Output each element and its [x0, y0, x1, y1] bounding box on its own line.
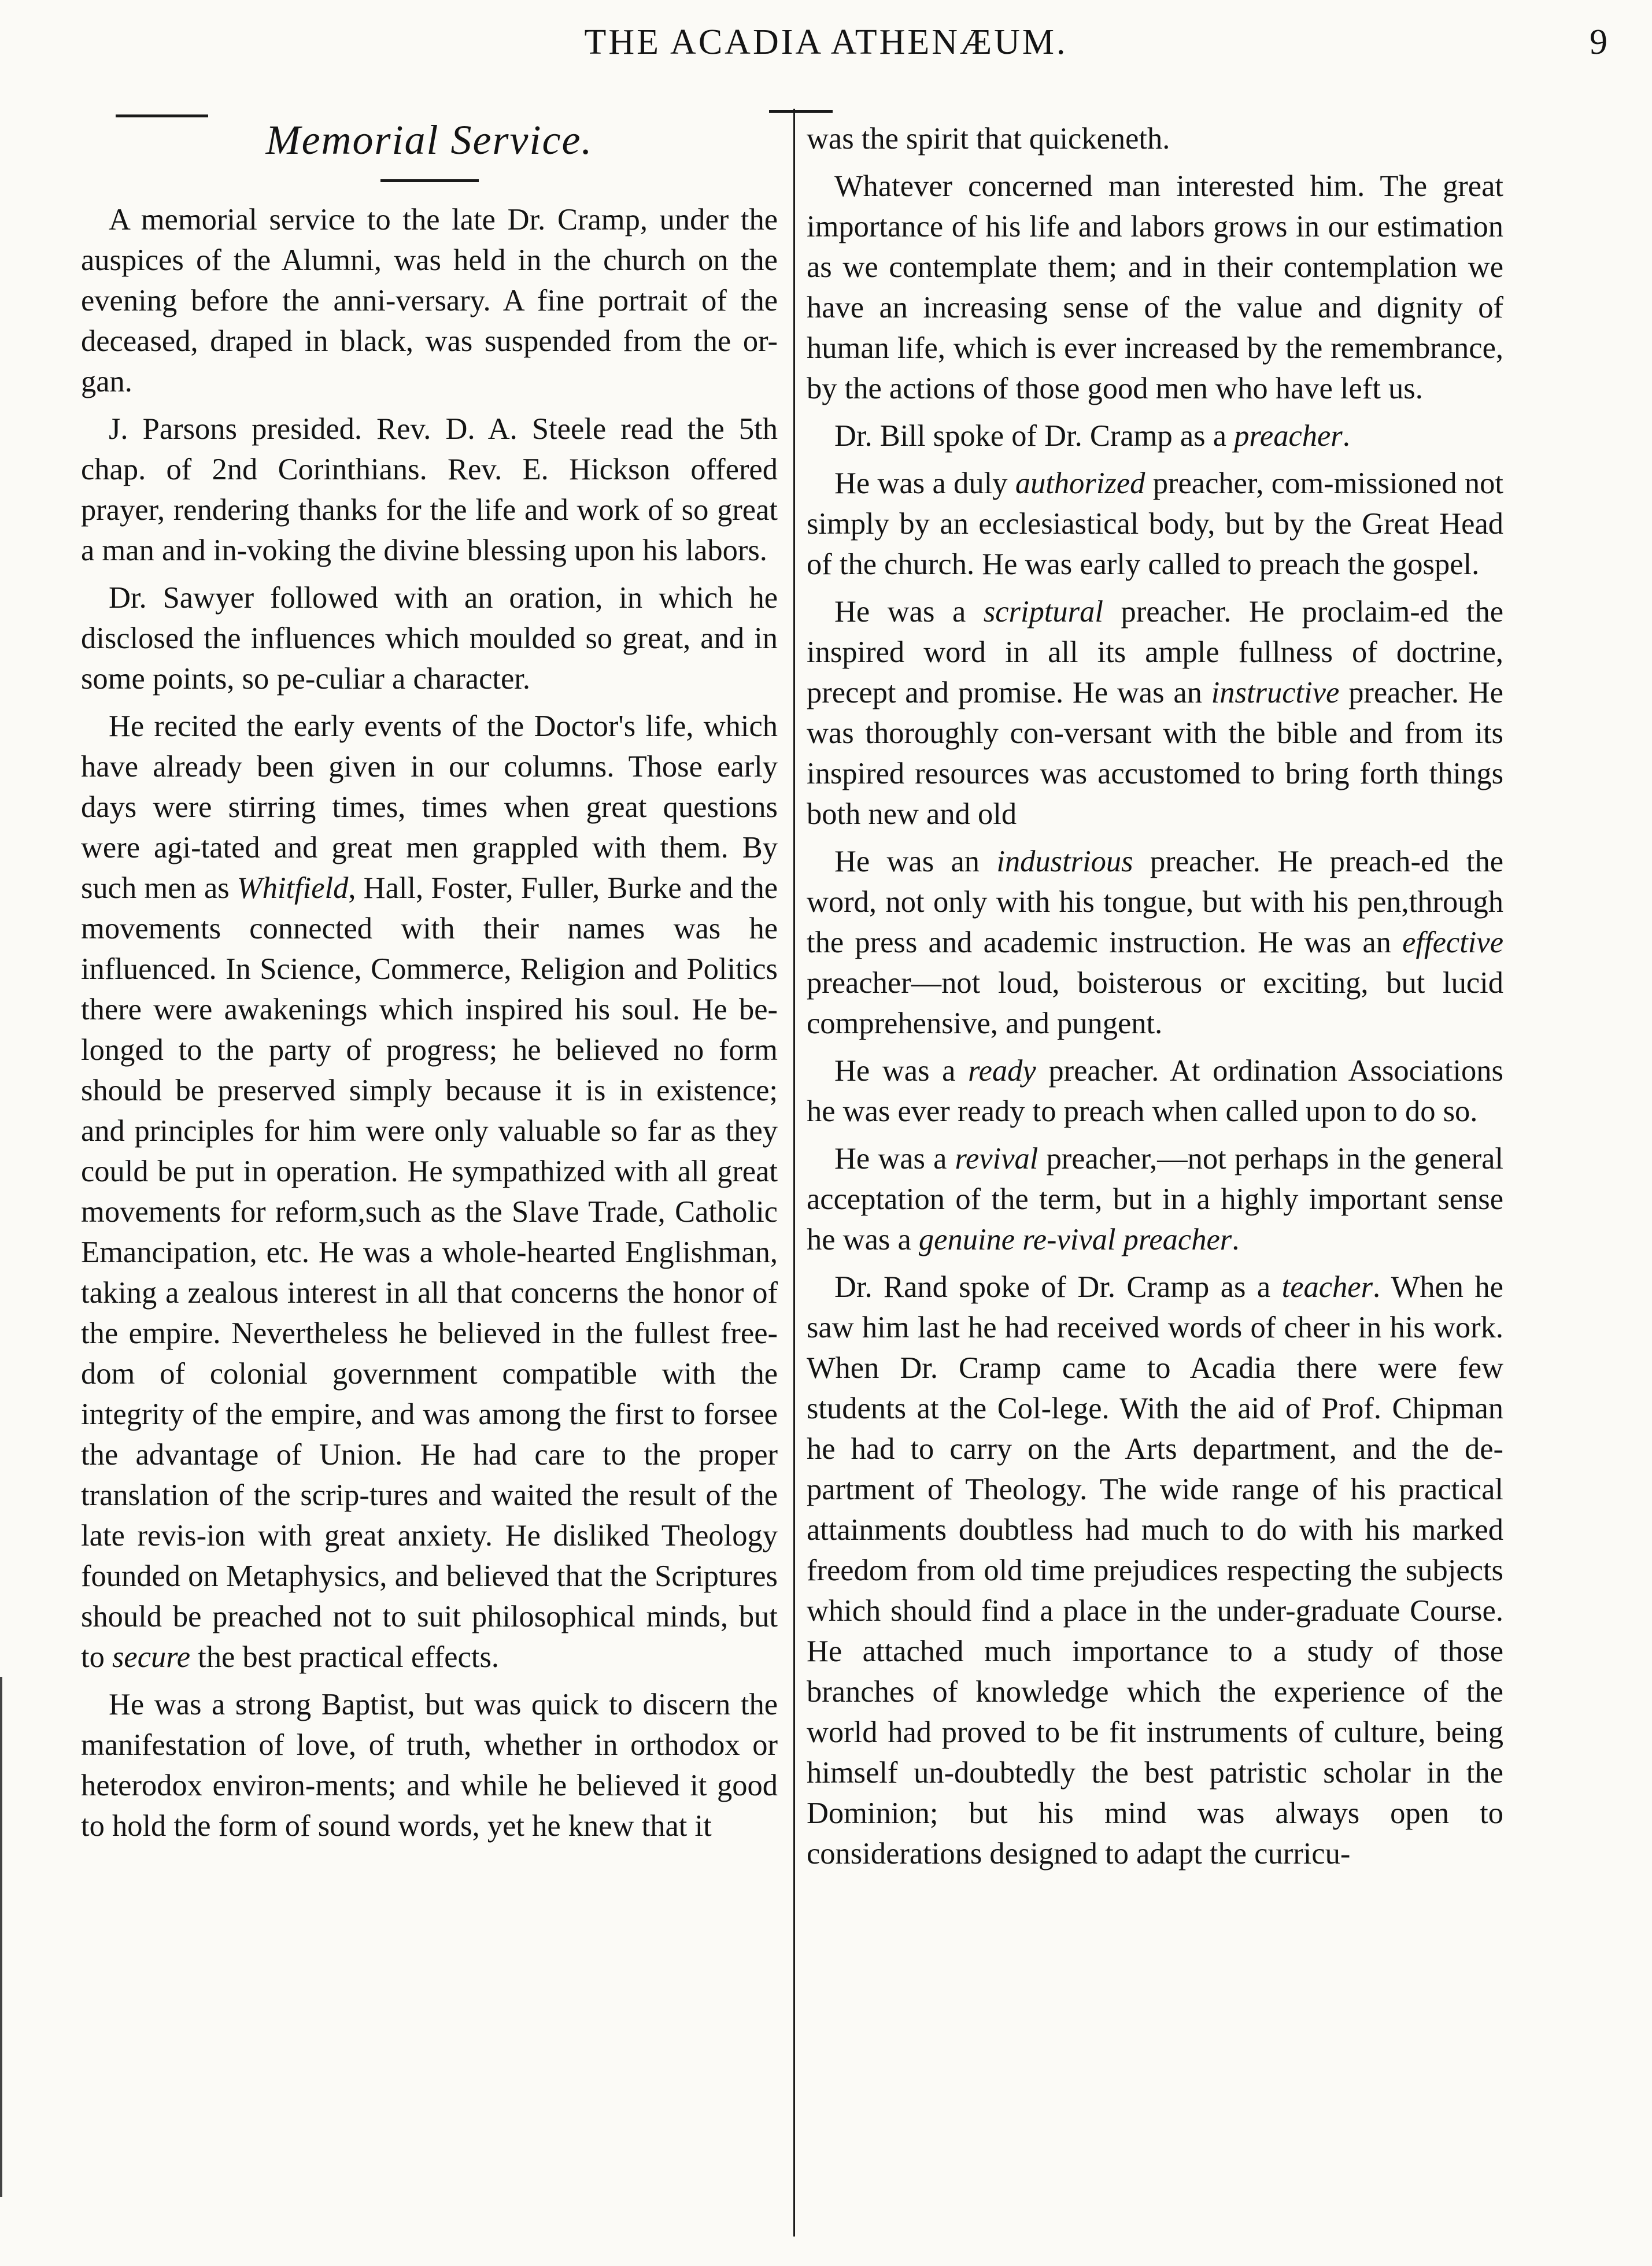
text-run: He was a [834, 595, 984, 629]
text-run: . [1232, 1223, 1240, 1256]
text-run: Dr. Bill spoke of Dr. Cramp as a [834, 419, 1235, 453]
paragraph-ready [807, 1051, 1503, 1132]
italic-term: preacher [1234, 419, 1343, 453]
column-divider [793, 109, 795, 2237]
article-title: Memorial Service. [265, 117, 593, 163]
title-underline [380, 179, 479, 182]
paragraph-revival [807, 1138, 1503, 1260]
italic-term: authorized [1015, 467, 1145, 500]
header-rule-center [769, 110, 833, 113]
paragraph-dr-rand [807, 1267, 1503, 1874]
paragraph-parsons: J. Parsons presided. Rev. D. A. Steele read the 5th chap. of 2nd Corinthians. Rev. E. Hickson offered prayer, rendering thanks for the life and work of so great a man and in-voking the divine blessing upon his labors. [81, 412, 778, 567]
paragraph-opening: A memorial service to the late Dr. Cramp, under the auspices of the Alumni, was held in the church on the evening before the anni-versary. A fine portrait of the deceased, draped in black, was suspended from the or-gan. [81, 203, 778, 398]
text-run: preacher,—not perhaps in the general acceptation of the term, but in a highly important sense he was a [807, 1142, 1503, 1256]
italic-term: industrious [996, 845, 1133, 878]
paragraph-whatever: Whatever concerned man interested him. The great importance of his life and labors grows in our estimation as we contemplate them; and in their contemplation we have an increasing sense of the value and dignity of human life, which is ever increased by the remembrance, by the actions of those good men who have left us. [807, 169, 1503, 405]
italic-term: scriptural [983, 595, 1103, 629]
masthead: THE ACADIA ATHENÆUM. [584, 23, 1068, 62]
text-run: He was an [834, 845, 997, 878]
text-run: . [1342, 419, 1350, 453]
text-run: He recited the early events of the Doctor's life, which have already been given in our columns. Those early days were stirring times, times when great questions were agi-tated and great men grappled with them. By such men as [81, 709, 778, 905]
italic-term: ready [968, 1054, 1036, 1088]
italic-term: teacher [1281, 1270, 1373, 1304]
left-column [81, 116, 778, 1853]
text-run: Dr. Rand spoke of Dr. Cramp as a [834, 1270, 1282, 1304]
text-run: preacher. He proclaim-ed the inspired word in all its ample fullness of doctrine, precept and promise. He was an [807, 595, 1503, 709]
paragraph-authorized [807, 463, 1503, 585]
italic-secure: secure [112, 1640, 191, 1674]
text-run: the best practical effects. [190, 1640, 500, 1674]
text-run: , Hall, Foster, Fuller, Burke and the movements connected with their names was he influenced. In Science, Commerce, Religion and Politics there were awakenings which inspired his soul. He be-longed to the party of progress; he believed no form should be preserved simply because it is in existence; and principles for him were only valuable so far as they could be put in operation. He sympathized with all great movements for reform,such as the Slave Trade, Catholic Emancipation, etc. He was a whole-hearted Englishman, taking a zealous interest in all that concerns the honor of the empire. Nevertheless he believed in the fullest free-dom of colonial government compatible with the integrity of the empire, and was among the first to forsee the advantage of Union. He had care to the proper translation of the scrip-tures and waited the result of the late revis-ion with great anxiety. He disliked Theology founded on Metaphysics, and believed that the Scriptures should be preached not to suit philosophical minds, but to [81, 871, 778, 1674]
text-run: preacher. At ordination Associations he was ever ready to preach when called upon to do so. [807, 1054, 1503, 1128]
paragraph-sawyer: Dr. Sawyer followed with an oration, in which he disclosed the influences which moulded so great, and in some points, so pe-culiar a character. [81, 581, 778, 696]
text-run: . When he saw him last he had received words of cheer in his work. When Dr. Cramp came to Acadia there were few students at the Col-lege. With the aid of Prof. Chipman he had to carry on the Arts department, and the de-partment of Theology. The wide range of his practical attainments doubtless had much to do with his marked freedom from old time prejudices respecting the subjects which should find a place in the under-graduate Course. He attached much importance to a study of those branches of knowledge which the experience of the world had proved to be fit instruments of culture, being himself un-doubtedly the best patristic scholar in the Dominion; but his mind was always open to considerations designed to adapt the curricu- [807, 1270, 1503, 1871]
paragraph-continued: was the spirit that quickeneth. [807, 122, 1170, 156]
italic-term: revival [955, 1142, 1038, 1175]
italic-whitfield: Whitfield [236, 871, 349, 905]
left-margin-line [0, 1677, 2, 2197]
italic-term: effective [1402, 926, 1503, 959]
italic-term: genuine re-vival preacher [918, 1223, 1232, 1256]
right-column [807, 119, 1503, 1881]
text-run: He was a duly [834, 467, 1015, 500]
italic-term: instructive [1211, 676, 1340, 709]
page-number: 9 [1590, 23, 1607, 62]
text-run: He was a [834, 1054, 969, 1088]
text-run: He was a [834, 1142, 955, 1175]
paragraph-industrious [807, 841, 1503, 1044]
paragraph-baptist: He was a strong Baptist, but was quick to discern the manifestation of love, of truth, whether in orthodox or heterodox environ-ments; and while he believed it good to hold the form of sound words, yet he knew that it [81, 1688, 778, 1843]
paragraph-early-life [81, 706, 778, 1677]
text-run: preacher. He preach-ed the word, not only with his tongue, but with his pen,through the press and academic instruction. He was an [807, 845, 1503, 959]
text-run: preacher, com-missioned not simply by an ecclesiastical body, but by the Great Head of the church. He was early called to preach the gospel. [807, 467, 1503, 581]
text-run: preacher—not loud, boisterous or exciting, but lucid comprehensive, and pungent. [807, 966, 1503, 1040]
text-run: preacher. He was thoroughly con-versant with the bible and from its inspired resources was accustomed to bring forth things both new and old [807, 676, 1503, 831]
paragraph-dr-bill [807, 416, 1503, 456]
paragraph-scriptural [807, 592, 1503, 834]
